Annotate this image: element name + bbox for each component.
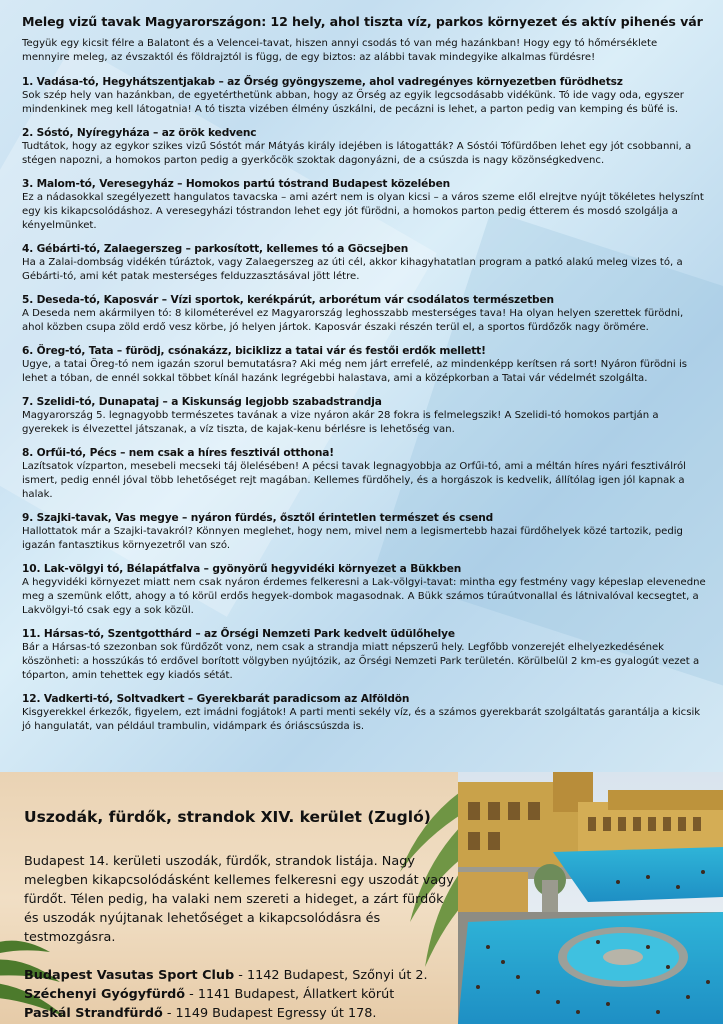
lake-item-heading: 7. Szelidi-tó, Dunapataj – a Kiskunság legjobb szabadstrandja — [22, 396, 382, 408]
lake-item-heading: 9. Szajki-tavak, Vas megye – nyáron fürdés, ősztől érintetlen természet és csend — [22, 512, 494, 524]
lake-item-text: A Deseda nem akármilyen tó: 8 kilométerével ez Magyarország leghosszabb mesterséges tava! Ha olyan helyen szerettek fürödni, ahol közben csupa zöld erdő vesz körbe, jó helyen jártok. Kaposvár északi részén terül el, a sportos fürdőzők nagy örömére. — [22, 308, 684, 333]
lake-item — [22, 395, 706, 437]
lake-item-text: Sok szép hely van hazánkban, de egyetérthetünk abban, hogy az Őrség az egyik legcsodásabb vidékünk. Tó ide vagy oda, egyszer mindenkinek meg kell látogatnia! A tó tiszta vizében élmény úszkálni, de pecázni is lehet, a parton pedig van kemping és büfé is. — [22, 90, 684, 115]
lake-item — [22, 126, 706, 168]
zuglo-section-text: Budapest 14. kerületi uszodák, fürdők, strandok listája. Nagy melegben kikapcsolódásként kellemes felkeresni egy uszodát vagy fürdőt. Télen pedig, ha valaki nem szereti a hideget, a zárt fürdők és uszodák nyújtanak lehetőséget a kikapcsolódásra és testmozgásra. — [24, 854, 454, 945]
lake-item-heading: 12. Vadkerti-tó, Soltvadkert – Gyerekbarát paradicsom az Alföldön — [22, 693, 410, 705]
lake-item — [22, 692, 706, 734]
lake-item-text: A hegyvidéki környezet miatt nem csak nyáron érdemes felkeresni a Lak-völgyi-tavat: mintha egy festmény vagy képeslap elevenedne meg a szemünk előtt, ahogy a tó körül erdős hegyek-dombok magasodnak. A Bükk számos túraútvonallal és látnivalóval kecsegtet, a Lakvölgyi-tó csak egy a sok közül. — [22, 577, 706, 616]
article-title: Meleg vizű tavak Magyarországon: 12 hely, ahol tiszta víz, parkos környezet és aktív pihenés vár — [22, 14, 703, 29]
zuglo-section-title: Uszodák, fürdők, strandok XIV. kerület (Zugló) — [24, 808, 431, 826]
bath-name: Paskál Strandfürdő — [24, 1006, 163, 1021]
lake-item-heading: 5. Deseda-tó, Kaposvár – Vízi sportok, kerékpárút, arborétum vár csodálatos természetben — [22, 294, 554, 306]
lake-item-heading: 1. Vadása-tó, Hegyhátszentjakab – az Őrség gyöngyszeme, ahol vadregényes környezetben fürödhetsz — [22, 76, 623, 88]
lake-item-text: Ez a nádasokkal szegélyezett hangulatos tavacska – ami azért nem is olyan kicsi – a város szeme elől elrejtve nyújt tökéletes helyszínt egy kis kikapcsolódáshoz. A veresegyházi tóstrandon lehet egy jót fürödni, a homokos parton pedig étterem és mosdó szolgálja a kényelmünket. — [22, 192, 704, 231]
bath-list-item — [24, 1004, 428, 1023]
lake-item — [22, 446, 706, 502]
lake-item-text: Bár a Hársas-tó szezonban sok fürdőzőt vonz, nem csak a strandja miatt népszerű hely. Legfőbb vonzerejét elhelyezkedésének köszönheti: a hosszúkás tó erdővel borított völgyben nyújtózik, az Őrségi Nemzeti Park területén. Körülbelül 2 km-es gyalogút vezet a tóparton, amin tehettek egy kiadós sétát. — [22, 642, 700, 681]
lake-item-text: Kisgyerekkel érkezők, figyelem, ezt imádni fogjátok! A parti menti sekély víz, és a számos gyerekbarát szolgáltatás garantálja a kicsik jó hangulatát, van például trambulin, vidámpark és óriáscsúszda is. — [22, 707, 701, 732]
lake-item — [22, 511, 706, 553]
lake-item — [22, 293, 706, 335]
lake-item — [22, 75, 706, 117]
lake-item — [22, 344, 706, 386]
lake-item-heading: 3. Malom-tó, Veresegyház – Homokos partú tóstrand Budapest közelében — [22, 178, 451, 190]
lake-item-text: Ha a Zalai-dombság vidékén túráztok, vagy Zalaegerszeg az úti cél, akkor kihagyhatatlan program a patkó alakú meleg vizes tó, a Gébárti-tó, ami két patak mesterséges felduzzasztásával jött létre. — [22, 257, 683, 282]
lake-item-text: Lazítsatok vízparton, mesebeli mecseki táj ölelésében! A pécsi tavak legnagyobbja az Orfűi-tó, ami a méltán híres nyári fesztiválról ismert, pedig ennél jóval több lehetőséget rejt magában. Kellemes fürdőhely, és a horgászok is kedvelik, állítólag igen jól kapnak a halak. — [22, 461, 686, 500]
article-content — [22, 14, 706, 743]
lake-item — [22, 627, 706, 683]
lake-item — [22, 562, 706, 618]
lake-list — [22, 75, 706, 734]
lake-item-heading: 6. Öreg-tó, Tata – fürödj, csónakázz, biciklizz a tatai vár és festői erdők mellett! — [22, 345, 486, 357]
lake-item-heading: 4. Gébárti-tó, Zalaegerszeg – parkosított, kellemes tó a Göcsejben — [22, 243, 409, 255]
lake-item — [22, 242, 706, 284]
lake-item-text: Tudtátok, hogy az egykor szikes vizű Sóstót már Mátyás király idejében is látogatták? A Sóstói Tófürdőben lehet egy jót csobbanni, a stégen napozni, a homokos parton pedig a gyerkőcök szoktak dagonyázni, de a csúszda is nagy közönségkedvenc. — [22, 141, 692, 166]
bath-address: - 1149 Budapest Egressy út 178. — [162, 1006, 377, 1021]
bath-list-item — [24, 966, 428, 985]
article-intro: Tegyük egy kicsit félre a Balatont és a Velencei-tavat, hiszen annyi csodás tó van még hazánkban! Hogy egy tó hőmérséklete mennyire meleg, az évszaktól és földrajztól is függ, de egy biztos: az alábbi tavak mindegyike alkalmas fürdésre! — [22, 38, 658, 63]
lake-item-heading: 8. Orfűi-tó, Pécs – nem csak a híres fesztivál otthona! — [22, 447, 334, 459]
lake-item-heading: 10. Lak-völgyi tó, Bélapátfalva – gyönyörű hegyvidéki környezet a Bükkben — [22, 563, 462, 575]
lake-item-heading: 11. Hársas-tó, Szentgotthárd – az Őrségi Nemzeti Park kedvelt üdülőhelye — [22, 628, 455, 640]
baths-list — [24, 966, 428, 1023]
lake-item-heading: 2. Sóstó, Nyíregyháza – az örök kedvenc — [22, 127, 257, 139]
bath-list-item — [24, 985, 428, 1004]
lake-item-text: Magyarország 5. legnagyobb természetes tavának a vize nyáron akár 28 fokra is felmelegszik! A Szelidi-tó homokos partján a gyerekek is élvezettel játszanak, a víz tiszta, de kajak-kenu bérlésre is lehetőség van. — [22, 410, 659, 435]
lake-item-text: Ugye, a tatai Öreg-tó nem igazán szorul bemutatásra? Aki még nem járt errefelé, az mindenképp kerítsen rá sort! Nyáron fürödni is lehet a tóban, de ennél sokkal többet kínál hazánk legrégebbi halastava, ami a középkorban a Tatai vár védelmét szolgálta. — [22, 359, 688, 384]
lake-item — [22, 177, 706, 233]
bath-name: Budapest Vasutas Sport Club — [24, 968, 235, 983]
lake-item-text: Hallottatok már a Szajki-tavakról? Könnyen meglehet, hogy nem, mivel nem a legismertebb hazai fürdőhelyek közé tartozik, pedig igazán fantasztikus környezetről van szó. — [22, 526, 683, 551]
bath-address: - 1142 Budapest, Szőnyi út 2. — [234, 968, 428, 983]
bath-name: Széchenyi Gyógyfürdő — [24, 987, 186, 1002]
szechenyi-bath-photo — [458, 772, 723, 1024]
bath-address: - 1141 Budapest, Állatkert körút — [185, 987, 395, 1002]
